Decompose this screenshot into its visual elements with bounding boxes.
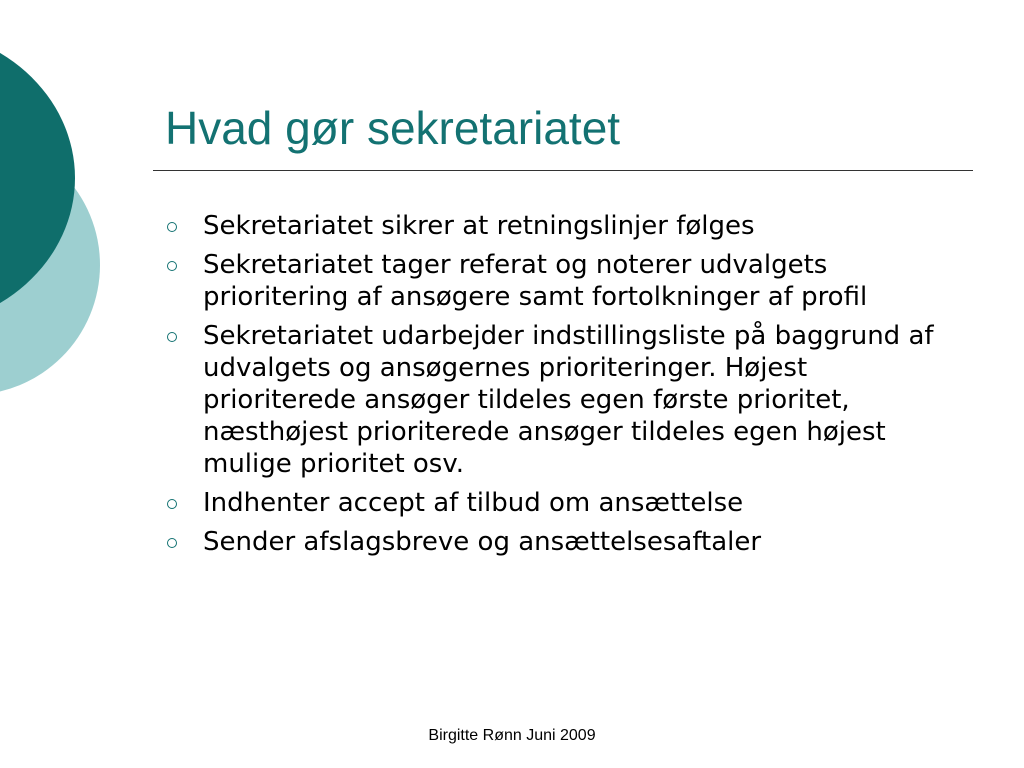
bullet-text: Sekretariatet sikrer at retningslinjer følges [203,211,755,241]
title-divider [153,170,973,171]
list-item [160,526,960,558]
bullet-icon [167,332,177,342]
slide-title: Hvad gør sekretariatet [165,102,621,154]
list-item [160,210,960,242]
list-item [160,487,960,519]
bullet-text: Indhenter accept af tilbud om ansættelse [203,488,744,518]
bullet-icon [167,499,177,509]
bullet-text: Sender afslagsbreve og ansættelsesaftaler [203,527,762,557]
bullet-text: Sekretariatet tager referat og noterer udvalgets prioritering af ansøgere samt fortolkninger af profil [203,250,868,312]
bullet-text: Sekretariatet udarbejder indstillingsliste på baggrund af udvalgets og ansøgernes prioriteringer. Højest prioriterede ansøger tildeles egen første prioritet, næsthøjest prioriterede ansøger tildeles egen højest mulige prioritet osv. [203,321,934,479]
bullet-icon [167,222,177,232]
bullet-list [160,210,960,565]
list-item [160,320,960,480]
bullet-icon [167,538,177,548]
bullet-icon [167,261,177,271]
list-item [160,249,960,313]
slide-footer: Birgitte Rønn Juni 2009 [428,727,596,744]
